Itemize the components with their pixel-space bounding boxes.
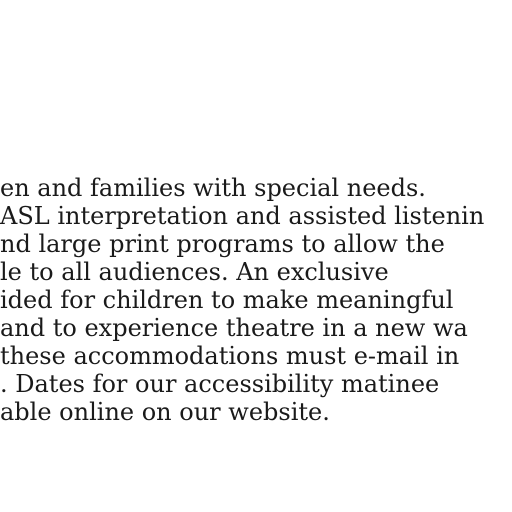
- text-line-1: en and families with special needs.: [0, 174, 426, 202]
- text-line-9: able online on our website.: [0, 398, 330, 426]
- text-line-3: nd large print programs to allow the: [0, 230, 445, 258]
- text-line-6: and to experience theatre in a new wa: [0, 314, 468, 342]
- text-line-7: these accommodations must e-mail in: [0, 342, 460, 370]
- text-line-8: . Dates for our accessibility matinee: [0, 370, 440, 398]
- text-line-2: ASL interpretation and assisted listenin: [0, 202, 485, 230]
- text-line-5: ided for children to make meaningful: [0, 286, 454, 314]
- text-line-4: le to all audiences. An exclusive: [0, 258, 389, 286]
